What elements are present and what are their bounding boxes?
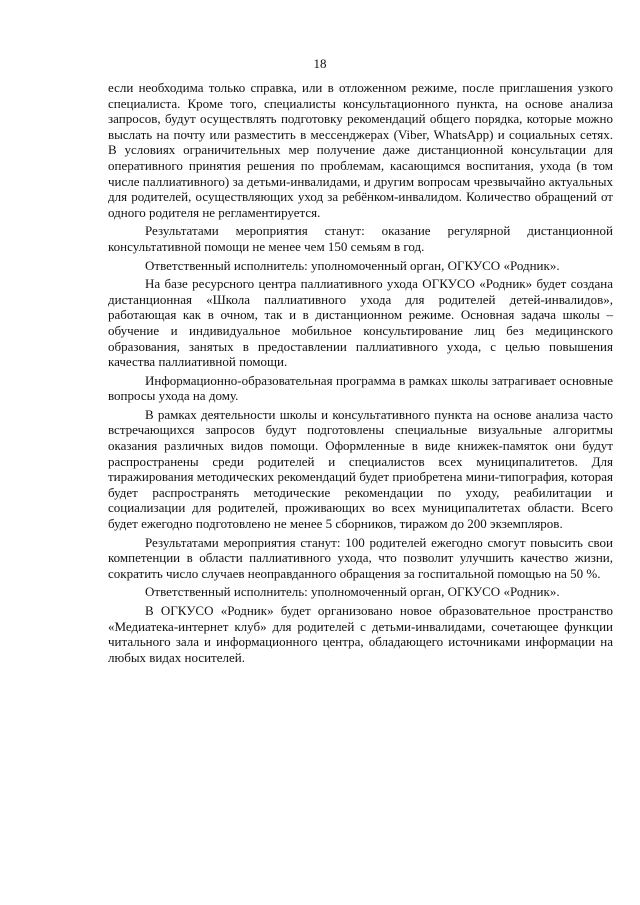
paragraph-2: Результатами мероприятия станут: оказание регулярной дистанционной консультативной помощи не менее чем 150 семьям в год. <box>108 223 613 254</box>
paragraph-8: Ответственный исполнитель: уполномоченный орган, ОГКУСО «Родник». <box>145 584 560 600</box>
paragraph-3: Ответственный исполнитель: уполномоченный орган, ОГКУСО «Родник». <box>145 257 560 273</box>
document-body <box>108 80 613 668</box>
paragraph-9: В ОГКУСО «Родник» будет организовано новое образовательное пространство «Медиатека-интернет клуб» для родителей с детьми-инвалидами, сочетающее функции читального зала и информационного центра, обладающего источниками информации на любых видах носителей. <box>108 603 613 665</box>
paragraph-1: если необходима только справка, или в отложенном режиме, после приглашения узкого специалиста. Кроме того, специалисты консультационного пункта, на основе анализа запросов, будут осуществлять подготовку рекомендаций общего порядка, которые можно выслать на почту или разместить в мессенджерах (Viber, WhatsApp) и социальных сетях. В условиях ограничительных мер получение даже дистанционной консультации для оперативного принятия решения по проблемам, касающимся воспитания, ухода (в том числе паллиативного) за детьми-инвалидами, и другим вопросам чрезвычайно актуальных для родителей, осуществляющих уход за ребёнком-инвалидом. Количество обращений от одного родителя не регламентируется. <box>108 80 613 220</box>
paragraph-4: На базе ресурсного центра паллиативного ухода ОГКУСО «Родник» будет создана дистанционная «Школа паллиативного ухода для родителей детей-инвалидов», работающая как в очном, так и в дистанционном режиме. Основная задача школы – обучение и индивидуальное мобильное консультирование лиц без медицинского образования, занятых в предоставлении паллиативного ухода, с целью повышения качества паллиативной помощи. <box>108 276 613 370</box>
page-number: 18 <box>313 56 327 71</box>
paragraph-6: В рамках деятельности школы и консультативного пункта на основе анализа часто встречающихся запросов будут подготовлены специальные визуальные алгоритмы оказания различных видов помощи. Оформленные в виде книжек-памяток они будут распространены среди родителей и специалистов всех муниципалитетов. Для тиражирования методических рекомендаций будет приобретена мини-типография, которая будет распространять методические рекомендации по уходу, реабилитации и социализации для родителей, проживающих во всех муниципалитетах области. Всего будет ежегодно подготовлено не менее 5 сборников, тиражом до 200 экземпляров. <box>108 406 613 532</box>
paragraph-5: Информационно-образовательная программа в рамках школы затрагивает основные вопросы ухода на дому. <box>108 372 613 404</box>
paragraph-7: Результатами мероприятия станут: 100 родителей ежегодно смогут повысить свои компетенции в области паллиативного ухода, что позволит улучшить качество жизни, сократить число случаев неоправданного обращения за госпитальной помощью на 50 %. <box>108 534 613 581</box>
